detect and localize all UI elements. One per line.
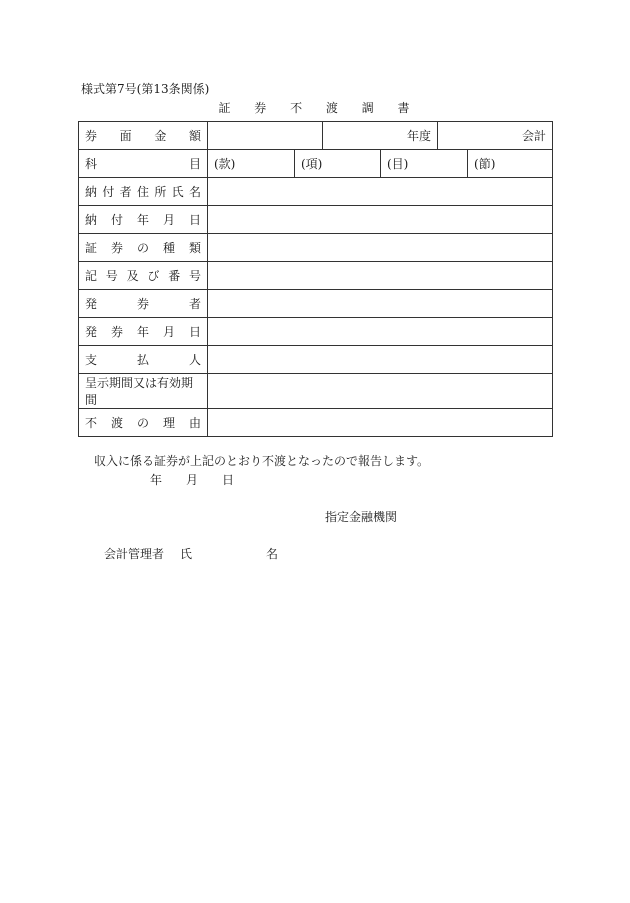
date-line <box>150 471 234 488</box>
label-payer: 納 付 者 住 所 氏 名 <box>79 178 208 206</box>
date-month: 月 <box>186 473 199 487</box>
payer-value-cell <box>208 178 553 206</box>
report-sentence: 収入に係る証券が上記のとおり不渡となったので報告します。 <box>94 454 430 468</box>
row-securities-type <box>79 234 553 262</box>
row-dishonor-reason <box>79 409 553 437</box>
row-payment-date <box>79 206 553 234</box>
securities-type-value-cell <box>208 234 553 262</box>
form-number-label: 様式第7号(第13条関係) <box>81 82 210 96</box>
dishonor-report-table <box>78 121 553 437</box>
row-payee <box>79 346 553 374</box>
kou-cell: (項) <box>295 150 381 178</box>
label-payee: 支 払 人 <box>79 346 208 374</box>
issue-date-value-cell <box>208 318 553 346</box>
manager-line <box>104 545 278 562</box>
label-symbol-number: 記 号 及 び 番 号 <box>79 262 208 290</box>
moku-cell: (目) <box>381 150 468 178</box>
row-payer <box>79 178 553 206</box>
payee-value-cell <box>208 346 553 374</box>
manager-title: 会計管理者 <box>104 547 165 561</box>
label-face-amount: 券 面 金 額 <box>79 122 208 150</box>
label-presentation-period: 呈示期間又は有効期間 <box>79 374 208 409</box>
row-presentation-period <box>79 374 553 409</box>
label-securities-type: 証 券 の 種 類 <box>79 234 208 262</box>
row-symbol-number <box>79 262 553 290</box>
row-face-amount <box>79 122 553 150</box>
account-cell: 会計 <box>438 122 553 150</box>
face-amount-value-cell <box>208 122 323 150</box>
kan-cell: (款) <box>208 150 295 178</box>
payment-date-value-cell <box>208 206 553 234</box>
setsu-cell: (節) <box>468 150 553 178</box>
document-title: 証 券 不 渡 調 書 <box>218 101 420 115</box>
row-subject <box>79 150 553 178</box>
label-dishonor-reason: 不 渡 の 理 由 <box>79 409 208 437</box>
symbol-number-value-cell <box>208 262 553 290</box>
label-subject: 科 目 <box>79 150 208 178</box>
row-issuer <box>79 290 553 318</box>
manager-surname-label: 氏 <box>180 547 193 561</box>
label-issuer: 発 券 者 <box>79 290 208 318</box>
fiscal-year-cell: 年度 <box>323 122 438 150</box>
presentation-period-value-cell <box>208 374 553 409</box>
issuer-value-cell <box>208 290 553 318</box>
designated-institution-label: 指定金融機関 <box>325 510 398 524</box>
row-issue-date <box>79 318 553 346</box>
date-day: 日 <box>222 473 235 487</box>
date-year: 年 <box>150 473 163 487</box>
label-payment-date: 納 付 年 月 日 <box>79 206 208 234</box>
dishonor-reason-value-cell <box>208 409 553 437</box>
label-issue-date: 発 券 年 月 日 <box>79 318 208 346</box>
manager-name-label: 名 <box>266 547 279 561</box>
